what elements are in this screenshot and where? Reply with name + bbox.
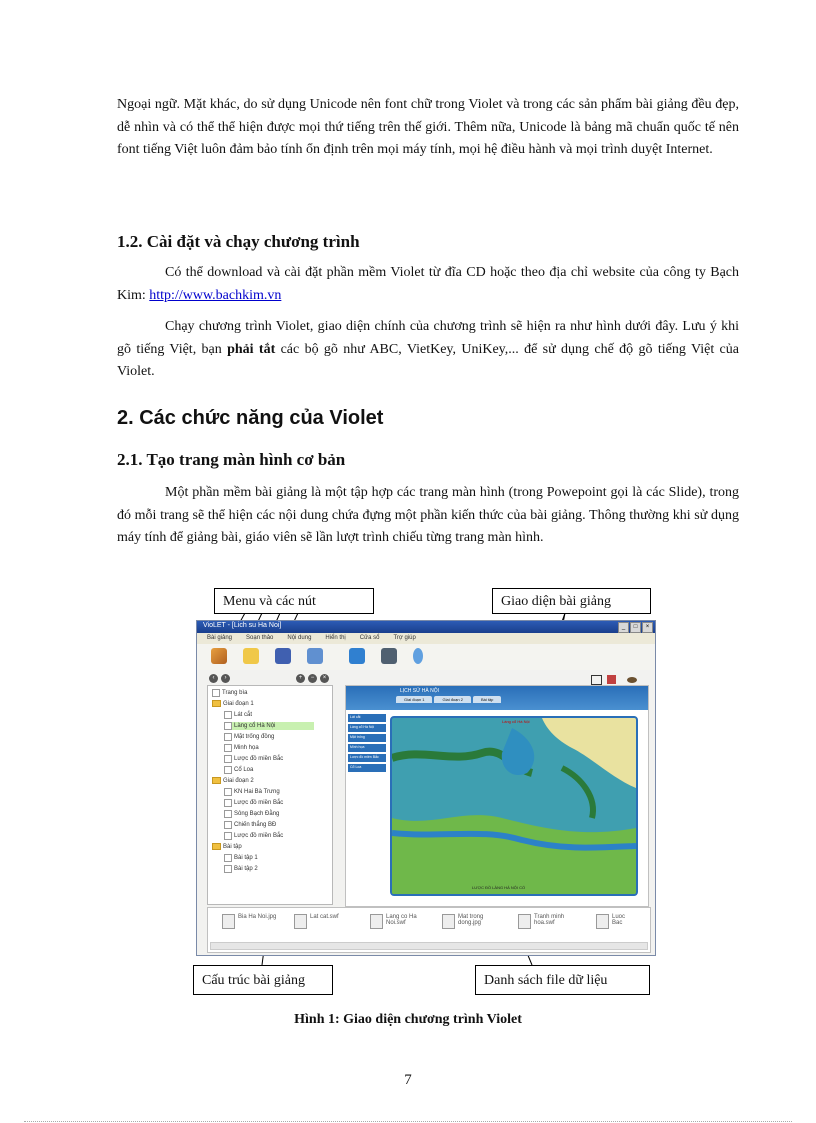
tree-node[interactable] — [224, 821, 276, 829]
page-icon — [224, 799, 232, 807]
flash-file-icon — [596, 914, 609, 929]
file-item[interactable] — [596, 914, 625, 929]
open-folder-icon[interactable] — [243, 648, 259, 664]
grid-icon[interactable] — [607, 675, 616, 684]
paragraph-intro — [117, 94, 739, 162]
tree-node-label: Minh họa — [234, 745, 259, 751]
run-text-a: Chạy chương trình Violet, giao diện chính của chương trình sẽ hiện ra như hình dưới đây. Lưu ý khi gõ tiếng Việt, bạn — [117, 319, 739, 357]
page-icon — [224, 744, 232, 752]
file-name: Lat cat.swf — [310, 914, 339, 920]
lesson-title: LỊCH SỬ HÀ NỘI — [400, 688, 439, 694]
paragraph-run — [117, 316, 739, 384]
tree-node-label: Trang bìa — [222, 690, 248, 696]
flash-file-icon — [294, 914, 307, 929]
page-icon — [224, 810, 232, 818]
forward-circle-icon[interactable]: › — [221, 674, 230, 683]
eye-icon[interactable] — [627, 677, 637, 683]
heading-2-1: 2.1. Tạo trang màn hình cơ bản — [117, 450, 346, 469]
download-text: Có thể download và cài đặt phần mềm Violet từ đĩa CD hoặc theo địa chỉ website của công ty Bạch Kim: — [117, 265, 739, 303]
folder-icon — [212, 843, 221, 850]
run-text-b: các bộ gõ như ABC, VietKey, UniKey,... để sử dụng chế độ gõ tiếng Việt của Violet. — [117, 341, 739, 379]
page-icon — [224, 832, 232, 840]
tree-node-label: Lược đồ miền Bắc — [234, 833, 284, 839]
menu-item-cuaso[interactable]: Cửa sổ — [359, 635, 380, 641]
tree-node[interactable] — [224, 755, 283, 763]
file-name: Luoc — [612, 914, 626, 920]
binoculars-icon[interactable] — [381, 648, 397, 664]
file-name: Tranh minh — [534, 914, 565, 920]
folder-icon — [212, 700, 221, 707]
side-menu-item[interactable]: Lược đồ miền Bắc — [348, 754, 386, 762]
side-menu-item[interactable]: Minh họa — [348, 744, 386, 752]
tree-folder-g1[interactable] — [212, 700, 254, 707]
tree-node-label: Sông Bạch Đằng — [234, 811, 280, 817]
tree-node-label: Bài tập — [223, 843, 242, 850]
paragraph-intro-text: Ngoại ngữ. Mặt khác, do sử dụng Unicode nên font chữ trong Violet và trong các sản phẩm bài giảng đều đẹp, dễ nhìn và có thể thể hiện được mọi thứ tiếng trên thế giới. Thêm nữa, Unicode là bảng mã chuẩn quốc tế nên font tiếng Việt luôn đảm bảo tính ổn định trên mọi máy tính, mọi hệ điều hành và mọi trình duyệt Internet. — [117, 97, 739, 157]
minimize-button[interactable]: _ — [618, 622, 629, 633]
window-title: VioLET - [Lich su Ha Noi] — [203, 622, 282, 629]
lesson-stage — [345, 685, 649, 907]
tree-node-label: Làng cổ Hà Nội — [234, 723, 276, 729]
window-controls — [618, 622, 653, 633]
menu-item-soanthao[interactable]: Soạn thảo — [246, 635, 274, 641]
page-icon — [224, 711, 232, 719]
page-icon — [224, 854, 232, 862]
page-icon — [224, 821, 232, 829]
map-caption: LƯỢC ĐỒ LÀNG HÀ NỘI CỔ — [472, 885, 526, 890]
tree-node[interactable] — [224, 788, 280, 796]
page-icon — [224, 865, 232, 873]
label-lesson-interface: Giao diện bài giảng — [492, 588, 651, 614]
file-name-2: dong.jpg — [458, 920, 482, 926]
figure-caption: Hình 1: Giao diện chương trình Violet — [294, 1012, 522, 1027]
lesson-tab[interactable]: Giai đoạn 2 — [434, 696, 470, 703]
lesson-tab[interactable]: Bài tập — [473, 696, 501, 703]
run-text-bold: phải tắt — [227, 341, 276, 357]
map-panel — [390, 716, 638, 896]
website-link[interactable]: http://www.bachkim.vn — [149, 287, 282, 303]
window-titlebar — [197, 621, 655, 633]
file-item[interactable] — [222, 914, 276, 929]
tree-node-label: Bài tập 2 — [234, 866, 258, 872]
file-name-2: Noi.swf — [386, 920, 406, 926]
edit-pencil-icon[interactable] — [211, 648, 227, 664]
tree-node-root[interactable] — [212, 689, 247, 697]
menu-item-baigiang[interactable]: Bài giảng — [207, 635, 233, 641]
lesson-structure-tree — [207, 685, 333, 905]
data-file-list — [207, 907, 651, 953]
stage-side-menu — [348, 714, 386, 774]
page-icon — [224, 733, 232, 741]
add-circle-icon[interactable]: + — [296, 674, 305, 683]
tree-node-label: Giai đoạn 1 — [223, 700, 254, 707]
flash-file-icon — [370, 914, 383, 929]
image-file-icon — [442, 914, 455, 929]
image-file-icon — [222, 914, 235, 929]
file-name-2: hoa.swf — [534, 920, 555, 926]
tree-node-label: Lược đồ miền Bắc — [234, 756, 284, 762]
tree-node-label: Mặt trống đồng — [234, 734, 275, 740]
label-data-files: Danh sách file dữ liệu — [475, 965, 650, 995]
paragraph-slides — [117, 482, 739, 550]
slides-text: Một phần mềm bài giảng là một tập hợp các trang màn hình (trong Powepoint gọi là các Slide), trong đó mỗi trang sẽ thể hiện các nội dung chứa đựng một phần kiến thức của bài giảng. Thông thường khi sử dụng máy tính để giảng bài, giáo viên sẽ lần lượt trình chiếu từng trang màn hình. — [117, 485, 739, 545]
file-item[interactable] — [518, 914, 564, 929]
tree-node[interactable] — [224, 799, 283, 807]
tree-node[interactable] — [224, 733, 274, 741]
file-item[interactable] — [370, 914, 417, 929]
paragraph-download — [117, 262, 739, 307]
label-lesson-structure: Cấu trúc bài giảng — [193, 965, 333, 995]
maximize-button[interactable]: □ — [630, 622, 641, 633]
stage-header — [346, 686, 648, 710]
monitor-icon[interactable] — [307, 648, 323, 664]
help-icon[interactable] — [413, 648, 423, 664]
page-number: 7 — [404, 1072, 412, 1088]
label-menu-buttons: Menu và các nút — [214, 588, 374, 614]
fullscreen-icon[interactable] — [591, 675, 602, 685]
tree-node-label: Giai đoạn 2 — [223, 777, 254, 784]
tree-node-label: Chiến thắng BĐ — [234, 822, 277, 828]
file-item[interactable] — [294, 914, 339, 929]
heading-1-2: 1.2. Cài đặt và chạy chương trình — [117, 232, 360, 251]
tree-node[interactable] — [224, 810, 279, 818]
file-name: Mat trong — [458, 914, 484, 920]
toolbar — [197, 644, 655, 670]
footer-rule — [24, 1121, 792, 1122]
tree-node-label: KN Hai Bà Trưng — [234, 789, 280, 795]
menu-item-noidung[interactable]: Nội dung — [287, 635, 312, 641]
file-name: Bia Ha Noi.jpg — [238, 914, 277, 920]
tree-node-selected[interactable] — [224, 722, 314, 730]
page-icon — [224, 788, 232, 796]
file-name: Lang co Ha — [386, 914, 417, 920]
lesson-tab[interactable]: Giai đoạn 1 — [396, 696, 432, 703]
tree-node[interactable] — [224, 711, 252, 719]
present-screen-icon[interactable] — [349, 648, 365, 664]
save-disk-icon[interactable] — [275, 648, 291, 664]
menu-bar — [197, 633, 655, 644]
close-button[interactable]: × — [642, 622, 653, 633]
tree-folder-g2[interactable] — [212, 777, 254, 784]
back-circle-icon[interactable]: ‹ — [209, 674, 218, 683]
tree-node[interactable] — [224, 854, 258, 862]
delete-circle-icon[interactable]: × — [320, 674, 329, 683]
page-icon — [212, 689, 220, 697]
remove-circle-icon[interactable]: − — [308, 674, 317, 683]
map-illustration — [392, 718, 636, 894]
file-list-scrollbar[interactable] — [210, 942, 648, 950]
side-menu-item[interactable]: Mặt trống — [348, 734, 386, 742]
page-icon — [224, 722, 232, 730]
menu-item-hienthi[interactable]: Hiển thị — [325, 635, 346, 641]
file-name-2: Bac — [612, 920, 623, 926]
flash-file-icon — [518, 914, 531, 929]
page-icon — [224, 755, 232, 763]
tree-folder-g3[interactable] — [212, 843, 242, 850]
tree-node[interactable] — [224, 865, 258, 873]
folder-icon — [212, 777, 221, 784]
map-heading: Làng cổ Hà Nội — [502, 719, 530, 724]
violet-app-window — [196, 620, 656, 956]
tree-node[interactable] — [224, 832, 283, 840]
side-menu-item[interactable]: Làng cổ Hà Nội — [348, 724, 386, 732]
lesson-tabs — [396, 696, 501, 703]
side-menu-item[interactable]: Cổ Loa — [348, 764, 386, 772]
file-item[interactable] — [442, 914, 483, 929]
tree-node-label: Cổ Loa — [234, 767, 254, 773]
heading-2: 2. Các chức năng của Violet — [117, 407, 384, 429]
tree-node-label: Lát cắt — [234, 712, 253, 718]
tree-node-label: Bài tập 1 — [234, 855, 258, 861]
tree-node[interactable] — [224, 744, 259, 752]
menu-item-trogiup[interactable]: Trợ giúp — [393, 635, 416, 641]
page-icon — [224, 766, 232, 774]
tree-node[interactable] — [224, 766, 253, 774]
tree-node-label: Lược đồ miền Bắc — [234, 800, 284, 806]
side-menu-item[interactable]: Lát cắt — [348, 714, 386, 722]
